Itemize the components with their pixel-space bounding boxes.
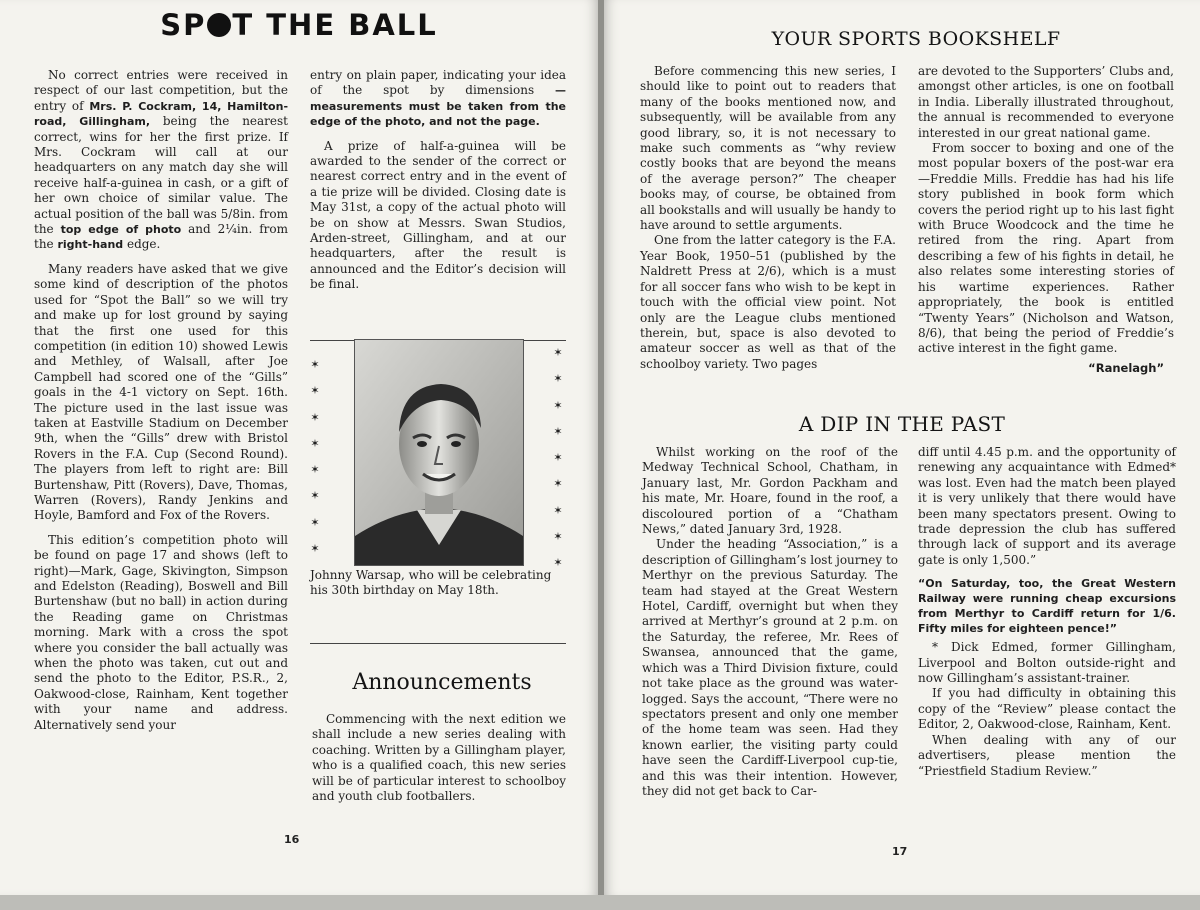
star-icon: ✶ (310, 542, 320, 556)
star-icon: ✶ (553, 451, 563, 465)
dip-in-the-past-headline: A DIP IN THE PAST (798, 412, 1006, 436)
spot-column-1 (34, 68, 288, 733)
dip-paragraph-1: Whilst working on the roof of the Medway Technical School, Chatham, in January last, Mr. Gordon Packham and his mate, Mr. Hoare, found in the roof, a discoloured portion of a “Chatham News,” dated January 3rd, 1928. (642, 445, 898, 537)
star-icon: ✶ (310, 358, 320, 371)
portrait-image (355, 340, 523, 565)
measurement-note: —measurements must be taken from the edge of the photo, and not the page. (310, 84, 566, 129)
spot-paragraph-3: This edition’s competition photo will be found on page 17 and shows (left to right)—Mark, Gage, Skivington, Simpson and Edelston (Reading), Boswell and Bill Burtenshaw (but no ball) in action during the Reading game on Christmas morning. Mark with a cross the spot where you consider the ball actually was when the photo was taken, cut out and send the photo to the Editor, P.S.R., 2, Oakwood-close, Rainham, Kent together with your name and address. Alternatively send your (34, 532, 288, 732)
dip-paragraph-2: Under the heading “Association,” is a description of Gillingham’s lost journey to Merthyr on the previous Saturday. The team had stayed at the Great Western Hotel, Cardiff, overnight but when they arrived at Merthyr’s ground at 2 p.m. on the Saturday, the referee, Mr. Rees of Swansea, announced that the game, which was a Third Division fixture, could not take place as the ground was water-logged. Says the account, “There were no spectators present and only one member of the home team was seen. Had they known earlier, the visiting party could have seen the Cardiff-Liverpool cup-tie, and this was their intention. However, they did not get back to Car- (642, 537, 898, 798)
winner-name: Mrs. P. Cockram, 14, Hamilton-road, Gillingham, (34, 99, 289, 129)
page-17 (604, 0, 1200, 895)
page-16 (0, 0, 598, 895)
dip-column-2 (918, 445, 1176, 779)
star-icon: ✶ (553, 372, 563, 386)
star-border-right (551, 340, 565, 577)
dip-column-1 (642, 445, 898, 799)
star-icon: ✶ (553, 556, 563, 570)
star-icon: ✶ (553, 530, 563, 544)
spot-the-ball-headline (0, 8, 598, 42)
divider-rule (310, 643, 566, 644)
player-portrait-photo (354, 339, 524, 566)
star-icon: ✶ (310, 515, 320, 529)
excursion-quote: “On Saturday, too, the Great Western Railway were running cheap excursions from Merthyr to Cardiff return for 1/6. Fifty miles for eighteen pence!” (918, 577, 1176, 636)
bookshelf-paragraph-1: Before commencing this new series, I should like to point out to readers that many of the books mentioned now, and subsequently, will be available from any good library, so, it is not necessary to make such comments as “why review costly books that are beyond the means of the average person?” The cheaper books may, of course, be obtained from all bookstalls and will usually be handy to have around to settle arguments. (640, 64, 896, 233)
spot-paragraph-2: Many readers have asked that we give some kind of description of the photos used for “Spot the Ball” so we will try and make up for lost ground by saying that the first one used for this competition (in edition 10) showed Lewis and Methley, of Walsall, after Joe Campbell had scored one of the “Gills” goals in the 4-1 victory on Sept. 16th. The picture used in the last issue was taken at Eastville Stadium on December 9th, when the “Gills” drew with Bristol Rovers in the F.A. Cup (Second Round). The players from left to right are: Bill Burtenshaw, Pitt (Rovers), Dave, Thomas, Warren (Rovers), Randy Jenkins and Hoyle, Bamford and Fox of the Rovers. (34, 261, 288, 523)
dip-paragraph-4: If you had difficulty in obtaining this copy of the “Review” please contact the Editor, 2, Oakwood-close, Rainham, Kent. (918, 686, 1176, 732)
bookshelf-paragraph-3: are devoted to the Supporters’ Clubs and, amongst other articles, is one on football in India. Liberally illustrated throughout, the annual is recommended to everyone interested in our great national game. (918, 64, 1174, 140)
star-border-left (308, 352, 322, 562)
star-icon: ✶ (553, 477, 563, 491)
dip-paragraph-3: diff until 4.45 p.m. and the opportunity of renewing any acquaintance with Edmed* was lost. Even had the match been played it is very unlikely that there would have been many spectators present. Owing to trade depression the club has suffered through lack of support and its average gate is only 1,500.” (918, 445, 1176, 567)
sports-bookshelf-headline: YOUR SPORTS BOOKSHELF (771, 28, 1061, 50)
page-number: 16 (284, 833, 300, 846)
photo-caption-block (310, 568, 566, 599)
footnote-edmed: * Dick Edmed, former Gillingham, Liverpool and Bolton outside-right and now Gillingham’s assistant-trainer. (918, 640, 1176, 686)
star-icon: ✶ (310, 410, 320, 424)
spot-paragraph-5: A prize of half-a-guinea will be awarded to the sender of the correct or nearest correct entry and in the event of a tie prize will be divided. Closing date is May 31st, a copy of the actual photo will be on show at Messrs. Swan Studios, Arden-street, Gillingham, and at our headquarters, after the result is announced and the Editor’s decision will be final. (310, 138, 566, 292)
star-icon: ✶ (310, 463, 320, 477)
spot-paragraph-1: No correct entries were received in respect of our last competition, but the entry of Mrs. P. Cockram, 14, Hamilton-road, Gillingham, being the nearest correct, wins for her the first prize. If Mrs. Cockram will call at our headquarters on any match day she will receive half-a-guinea in cash, or a gift of her own choice of similar value. The actual position of the ball was 5/8in. from the top edge of photo and 2¼in. from the right-hand edge. (34, 68, 289, 252)
bookshelf-column-2 (918, 64, 1174, 376)
bookshelf-paragraph-4: From soccer to boxing and one of the most popular boxers of the post-war era—Freddie Mills. Freddie has had his life story published in book form which covers the period right up to his last fight with Bruce Woodcock and the time he retired from the ring. Apart from describing a few of his fights in detail, he also relates some interesting stories of his wartime experiences. Rather appropriately, the book is entitled “Twenty Years” (Nicholson and Watson, 8/6), that being the period of Freddie’s active interest in the fight game. (918, 141, 1174, 356)
headline-part-2: T THE BALL (232, 8, 438, 42)
star-icon: ✶ (553, 503, 563, 517)
page-number: 17 (892, 845, 908, 858)
top-edge-text: top edge of photo (60, 223, 182, 237)
star-icon: ✶ (310, 436, 320, 450)
bookshelf-paragraph-2: One from the latter category is the F.A. Year Book, 1950–51 (published by the Naldrett Press at 2/6), which is a must for all soccer fans who wish to be kept in touch with the official view point. Not only are the League clubs mentioned therein, but, space is also devoted to amateur soccer as well as that of the schoolboy variety. Two pages (640, 233, 896, 371)
headline-part-1: SP (160, 8, 207, 42)
spot-column-2 (310, 68, 566, 293)
bookshelf-column-1 (640, 64, 896, 372)
right-hand-text: right-hand (57, 238, 124, 252)
dip-paragraph-5: When dealing with any of our advertisers, please mention the “Priestfield Stadium Review.” (918, 732, 1176, 778)
photo-caption: Johnny Warsap, who will be celebrating his 30th birthday on May 18th. (310, 568, 552, 598)
football-icon (207, 13, 231, 37)
announcements-heading: Announcements (352, 670, 532, 695)
star-icon: ✶ (310, 489, 320, 503)
author-signoff: “Ranelagh” (1088, 360, 1164, 375)
star-icon: ✶ (553, 424, 563, 438)
star-icon: ✶ (553, 398, 563, 412)
announcements-column (312, 712, 566, 804)
announcements-text: Commencing with the next edition we shall include a new series dealing with coaching. Written by a Gillingham player, who is a qualified coach, this new series will be of particular interest to schoolboy and youth club footballers. (312, 712, 566, 804)
star-icon: ✶ (310, 384, 320, 398)
star-icon: ✶ (553, 346, 563, 359)
spot-paragraph-4: entry on plain paper, indicating your idea of the spot by dimensions —measurements must be taken from the edge of the photo, and not the page. (310, 68, 566, 129)
